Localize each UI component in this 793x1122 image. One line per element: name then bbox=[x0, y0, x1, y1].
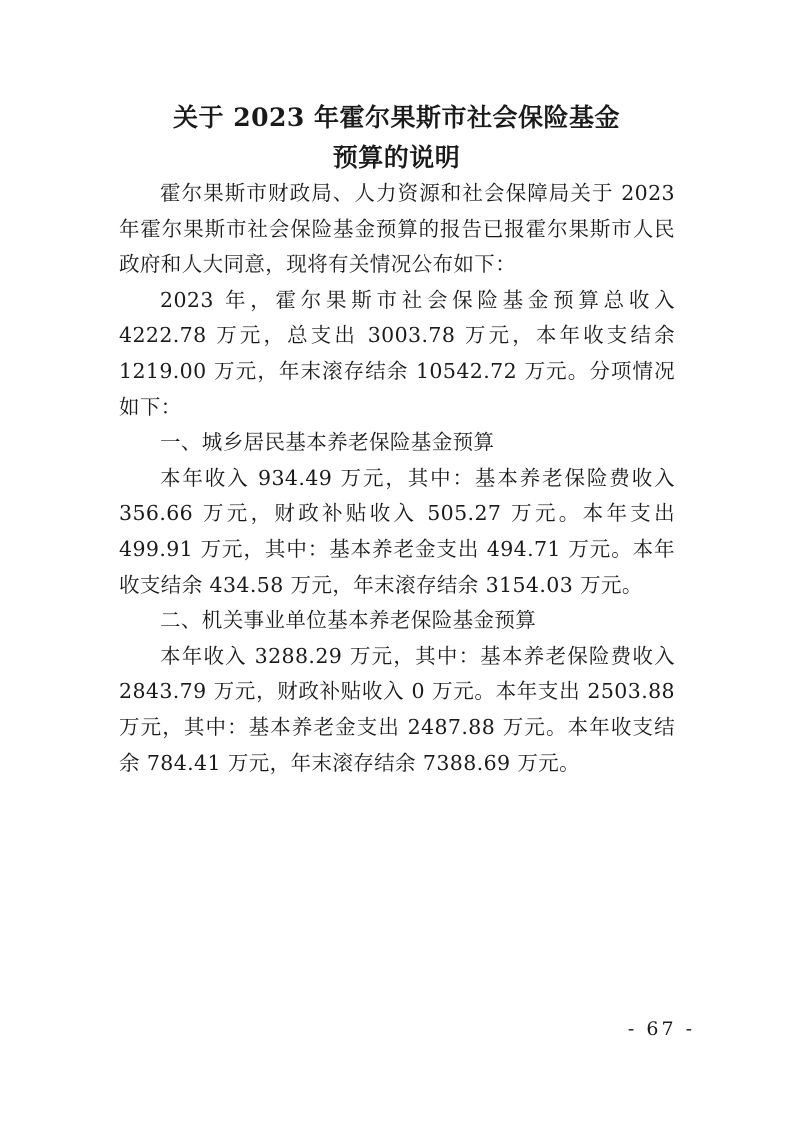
section-paragraph-1: 本年收入 934.49 万元，其中：基本养老保险费收入 356.66 万元，财政补贴收入 505.27 万元。本年支出 499.91 万元，其中：基本养老金支出 494.71 万元。本年收支结余 434.58 万元，年末滚存结余 3154.03 万元。 bbox=[119, 465, 675, 597]
intro-paragraph: 霍尔果斯市财政局、人力资源和社会保障局关于 2023 年霍尔果斯市社会保险基金预算的报告已报霍尔果斯市人民政府和人大同意，现将有关情况公布如下： bbox=[119, 181, 675, 277]
section-heading-2: 二、机关事业单位基本养老保险基金预算 bbox=[160, 608, 537, 633]
document-body bbox=[119, 176, 675, 781]
document-title-line2: 预算的说明 bbox=[332, 143, 461, 172]
section-paragraph-2: 本年收入 3288.29 万元，其中：基本养老保险费收入 2843.79 万元，财政补贴收入 0 万元。本年支出 2503.88 万元，其中：基本养老金支出 2487.88 万元。本年收支结余 784.41 万元，年末滚存结余 7388.69 万元。 bbox=[119, 643, 675, 775]
summary-paragraph: 2023 年，霍尔果斯市社会保险基金预算总收入 4222.78 万元，总支出 3003.78 万元，本年收支结余 1219.00 万元，年末滚存结余 10542.72 万元。分项情况如下： bbox=[119, 287, 675, 419]
document-title-line1: 关于 2023 年霍尔果斯市社会保险基金 bbox=[173, 103, 620, 132]
page-number: - 67 - bbox=[627, 1018, 695, 1040]
section-heading-1: 一、城乡居民基本养老保险基金预算 bbox=[160, 430, 495, 455]
